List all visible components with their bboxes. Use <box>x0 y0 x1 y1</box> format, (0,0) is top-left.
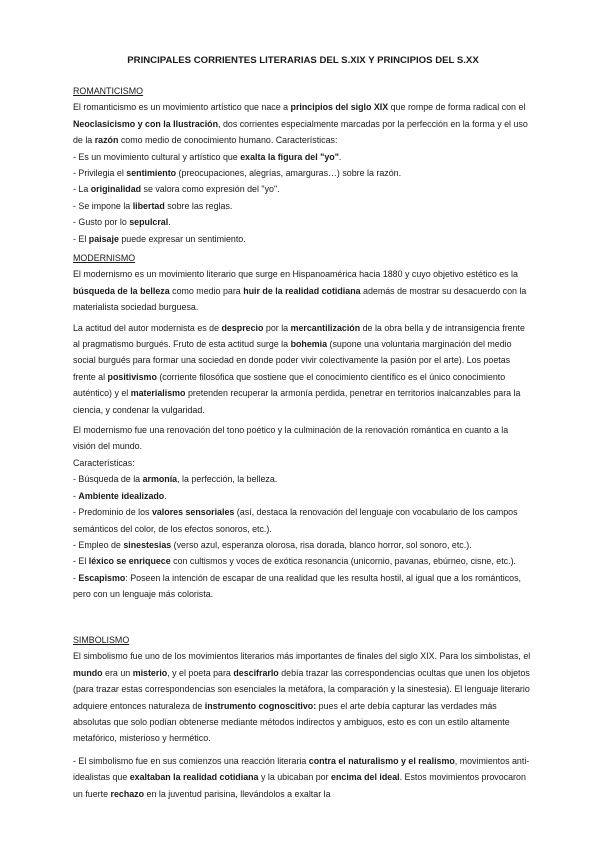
list-item: - La originalidad se valora como expresión del "yo". <box>73 184 280 195</box>
list-item: - Ambiente idealizado. <box>73 490 167 501</box>
section-heading: SIMBOLISMO <box>73 635 130 645</box>
paragraph: - El simbolismo fue en sus comienzos una reacción literaria contra el naturalismo y el realismo, movimientos anti-idealistas que exaltaban la realidad cotidiana y la ubicaban por encima del ideal. Estos movimientos provocaron un fuerte rechazo en la juventud parisina, llevándolos a exaltar la <box>73 755 530 799</box>
paragraph: El simbolismo fue uno de los movimientos literarios más importantes de finales del siglo XIX. Para los simbolistas, el mundo era un misterio, y el poeta para descifrarlo debía trazar las correspondencias ocultas que unen los objetos (para trazar estas correspondencias son esenciales la metáfora, la comparación y la sinestesia). El lenguaje literario adquiere entonces naturaleza de instrumento cognoscitivo: pues el arte debía capturar las verdades más absolutas que solo podían obtenerse mediante métodos indirectos y ambiguos, esto es con un estilo altamente metafórico, misterioso y hermético. <box>73 651 531 744</box>
list-item: - Gusto por lo sepulcral. <box>73 217 171 228</box>
list-item: - Se impone la libertad sobre las reglas. <box>73 200 233 211</box>
list-item: - Predominio de los valores sensoriales (así, destaca la renovación del lenguaje con vocabulario de los campos semánticos del color, de los efectos sonoros, etc.). <box>73 507 518 534</box>
list-item: - Empleo de sinestesias (verso azul, esperanza olorosa, risa dorada, blanco horror, sol sonoro, etc.). <box>73 539 472 550</box>
list-item: - El paisaje puede expresar un sentimiento. <box>73 233 246 244</box>
section-simbolismo <box>73 632 533 802</box>
section-modernismo <box>73 250 533 603</box>
paragraph: El romanticismo es un movimiento artístico que nace a principios del siglo XIX que rompe de forma radical con el Neoclasicismo y con la Ilustración, dos corrientes especialmente marcadas por la perfección en la forma y el uso de la razón como medio de conocimiento humano. Características: <box>73 102 528 146</box>
paragraph: El modernismo fue una renovación del tono poético y la culminación de la renovación romántica en cuanto a la visión del mundo. <box>73 425 509 452</box>
feature-list <box>73 149 533 247</box>
section-heading: MODERNISMO <box>73 253 136 263</box>
characteristics-label: Características: <box>73 457 135 468</box>
section-heading: ROMANTICISMO <box>73 86 144 96</box>
list-item: - Escapismo: Poseen la intención de escapar de una realidad que les resulta hostil, al igual que a los románticos, pero con un lenguaje más colorista. <box>73 572 521 600</box>
section-romanticismo <box>73 83 533 247</box>
paragraph: El modernismo es un movimiento literario que surge en Hispanoamérica hacia 1880 y cuyo objetivo estético es la búsqueda de la belleza como medio para huir de la realidad cotidiana además de mostrar su desacuerdo con la materialista sociedad burguesa. <box>73 269 527 313</box>
list-item: - Búsqueda de la armonía, la perfección, la belleza. <box>73 474 278 485</box>
list-item: - Es un movimiento cultural y artístico que exalta la figura del "yo". <box>73 151 342 162</box>
paragraph: La actitud del autor modernista es de desprecio por la mercantilización de la obra bella y de intransigencia frente al pragmatismo burgués. Fruto de esta actitud surge la bohemia (supone una voluntaria marginación del medio social burgués para formar una sociedad en donde poder vivir colectivamente la pasión por el arte). Los poetas frente al positivismo (corriente filosófica que sostiene que el conocimiento científico es el único conocimiento auténtico) y el materialismo pretenden recuperar la armonía perdida, penetrar en territorios inalcanzables para la ciencia, y condenar la vulgaridad. <box>73 322 525 415</box>
feature-list <box>73 471 533 602</box>
list-item: - El léxico se enriquece con cultismos y voces de exótica resonancia (unicornio, pavanas, ebúrneo, cisne, etc.). <box>73 556 516 567</box>
list-item: - Privilegia el sentimiento (preocupaciones, alegrías, amarguras…) sobre la razón. <box>73 168 402 179</box>
page-title: PRINCIPALES CORRIENTES LITERARIAS DEL S.XIX Y PRINCIPIOS DEL S.XX <box>127 55 479 66</box>
